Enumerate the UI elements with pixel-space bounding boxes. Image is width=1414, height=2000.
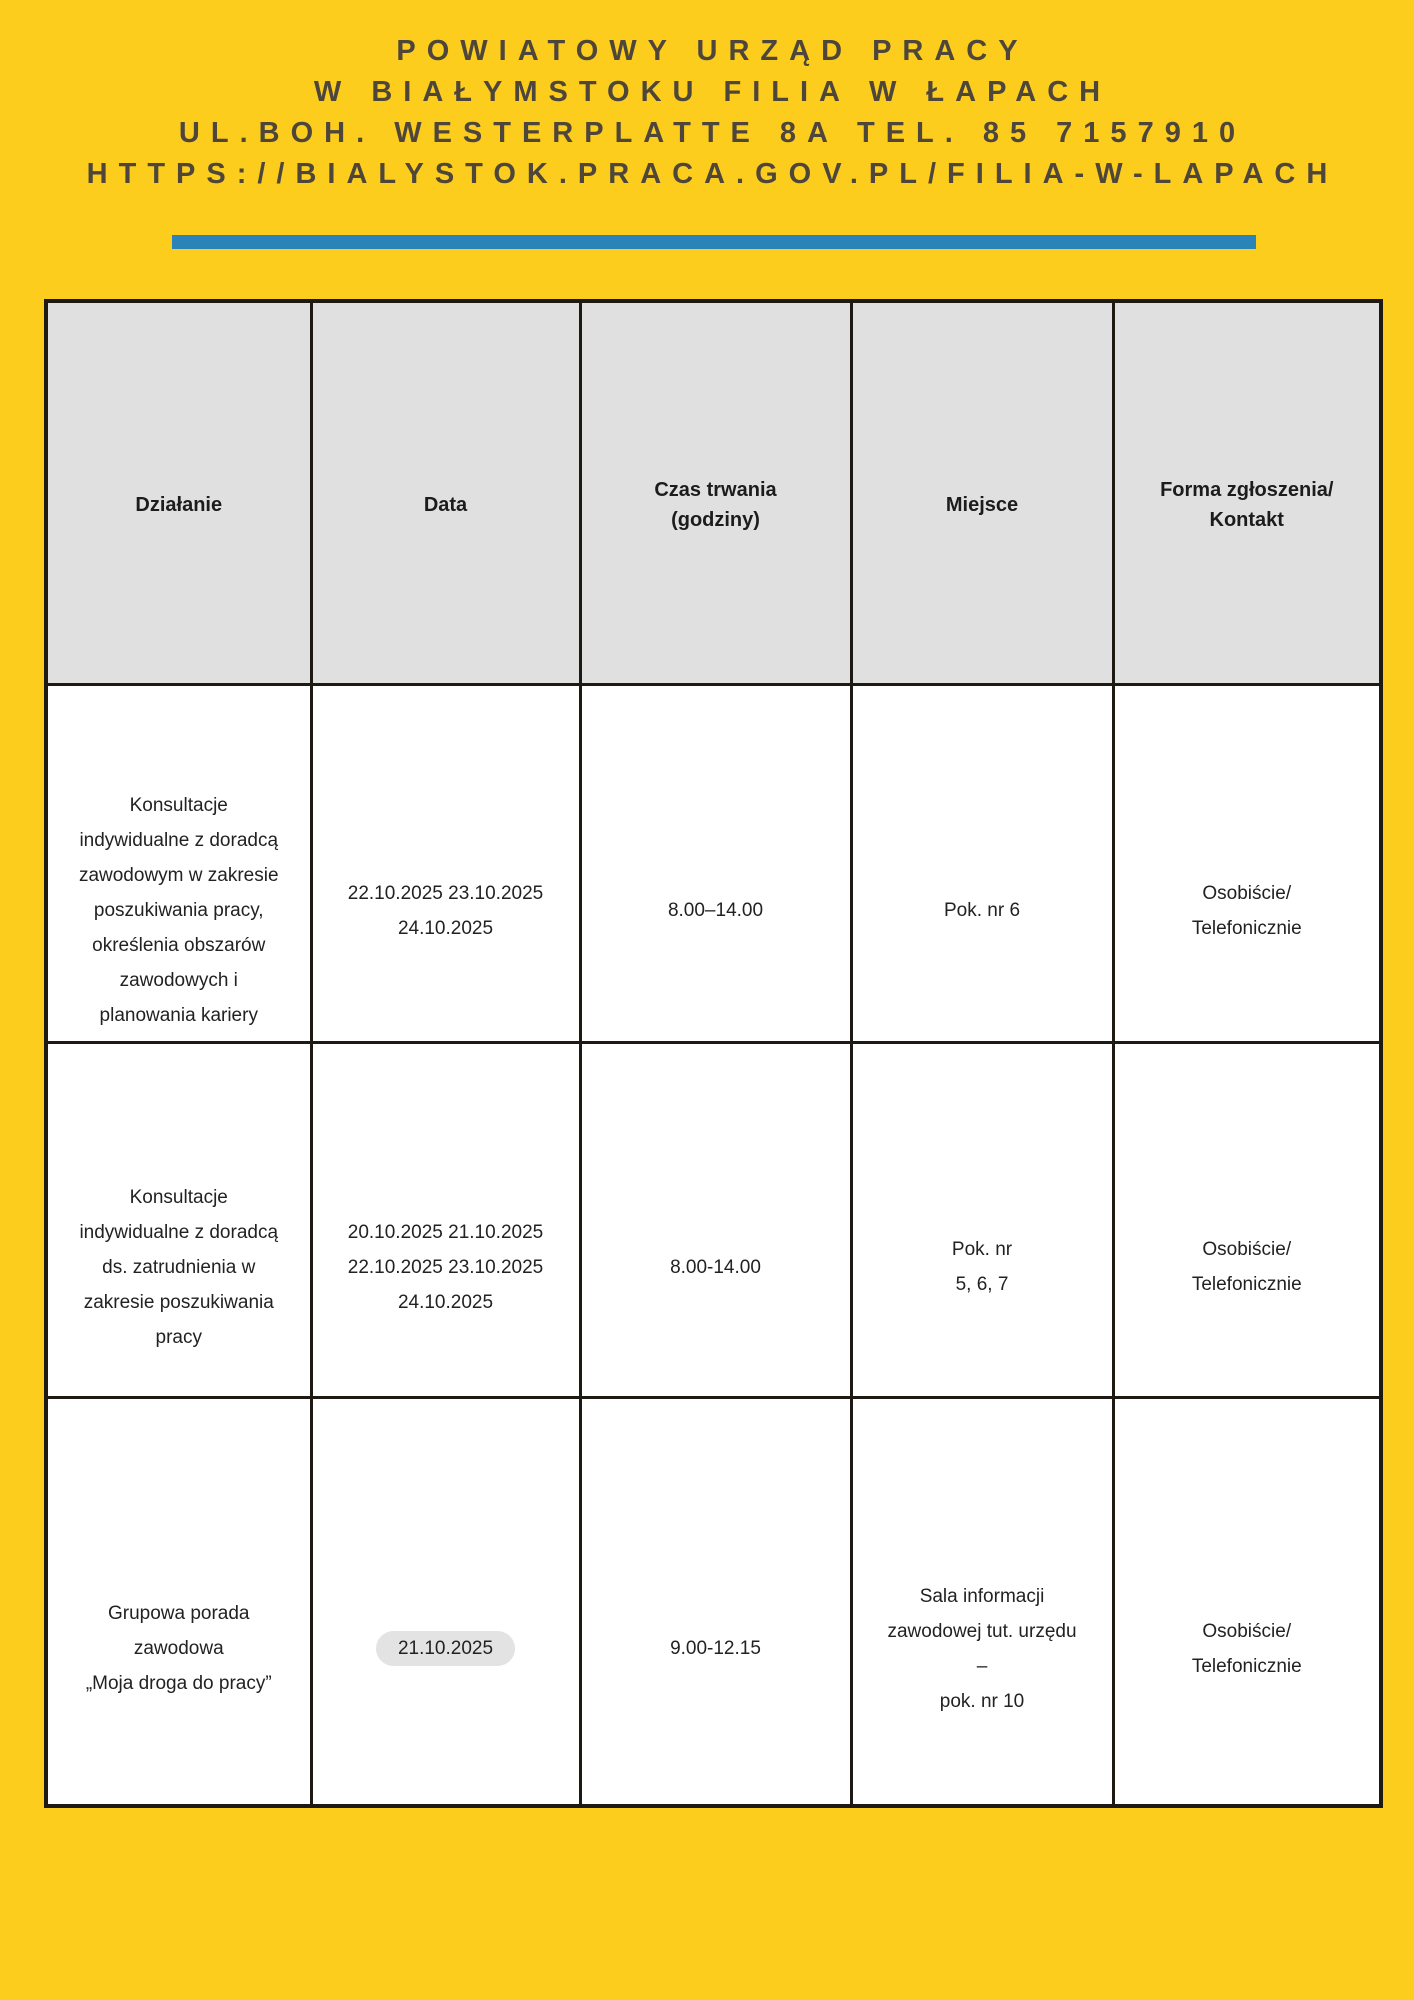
duration-cell: 9.00-12.15 [580,1397,851,1806]
column-header-dzialanie: Działanie [46,301,311,684]
activity-cell: Konsultacje indywidualne z doradcą zawodowym w zakresie poszukiwania pracy, określenia obszarów zawodowych i planowania kariery [46,684,311,1042]
table-row [46,1042,1381,1397]
divider-bar [172,235,1256,249]
table-row [46,684,1381,1042]
date-cell: 22.10.2025 23.10.2025 24.10.2025 [311,684,580,1042]
contact-cell: Osobiście/ Telefonicznie [1113,1397,1381,1806]
table-header-row [46,301,1381,684]
column-header-miejsce: Miejsce [851,301,1113,684]
column-header-forma-zgloszenia: Forma zgłoszenia/ Kontakt [1113,301,1381,684]
header-line-1: POWIATOWY URZĄD PRACY [396,35,1029,67]
contact-cell: Osobiście/ Telefonicznie [1113,684,1381,1042]
location-cell: Sala informacji zawodowej tut. urzędu – pok. nr 10 [851,1397,1113,1806]
duration-cell: 8.00-14.00 [580,1042,851,1397]
table-row [46,1397,1381,1806]
location-cell: Pok. nr 5, 6, 7 [851,1042,1113,1397]
schedule-table [44,299,1383,1808]
date-highlight: 21.10.2025 [376,1631,515,1666]
header-line-2: W BIAŁYMSTOKU FILIA W ŁAPACH [313,76,1112,108]
header-line-3: UL.BOH. WESTERPLATTE 8A TEL. 85 7157910 [178,117,1247,149]
column-header-data: Data [311,301,580,684]
activity-cell: Grupowa porada zawodowa „Moja droga do pracy” [46,1397,311,1806]
header-line-4: HTTPS://BIALYSTOK.PRACA.GOV.PL/FILIA-W-LAPACH [86,158,1339,190]
header-title [0,31,1414,195]
column-header-czas-trwania: Czas trwania (godziny) [580,301,851,684]
activity-cell: Konsultacje indywidualne z doradcą ds. zatrudnienia w zakresie poszukiwania pracy [46,1042,311,1397]
location-cell: Pok. nr 6 [851,684,1113,1042]
duration-cell: 8.00–14.00 [580,684,851,1042]
contact-cell: Osobiście/ Telefonicznie [1113,1042,1381,1397]
date-cell: 20.10.2025 21.10.2025 22.10.2025 23.10.2025 24.10.2025 [311,1042,580,1397]
date-cell [311,1397,580,1806]
